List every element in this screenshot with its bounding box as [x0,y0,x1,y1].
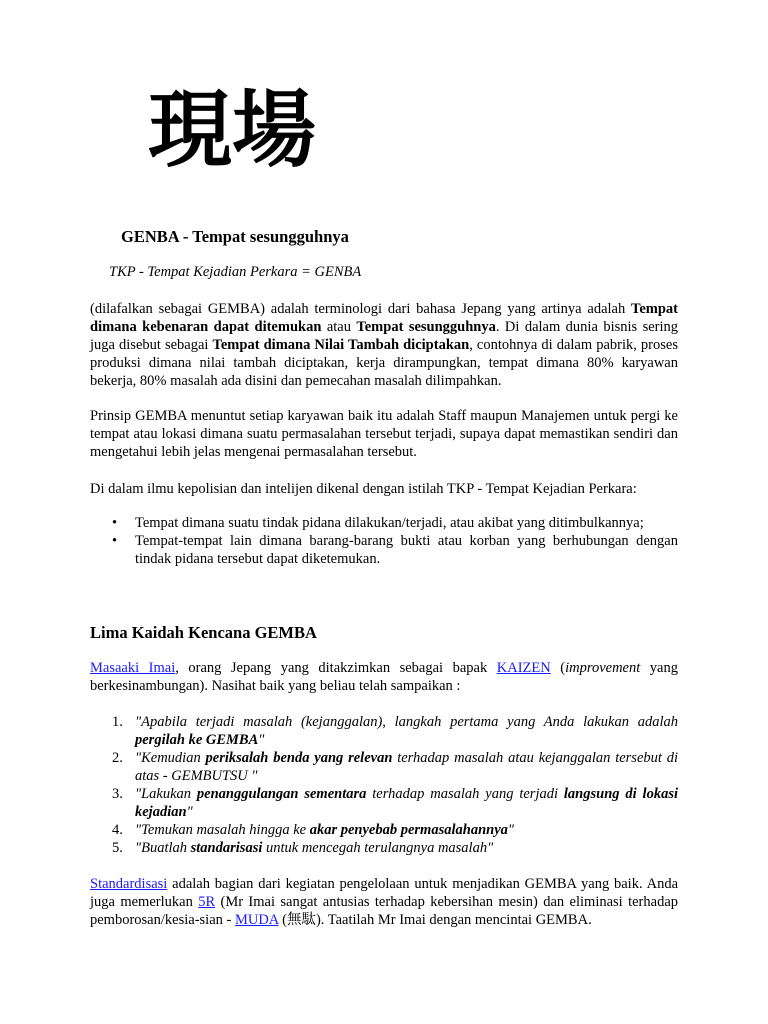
list-item: • Tempat-tempat lain dimana barang-barang bukti atau korban yang berhubungan dengan tindak pidana tersebut dapat diketemukan. [90,532,678,568]
bold-text: penanggulangan sementara [196,786,367,802]
text: . Di dalam dunia bisnis sering juga disebut sebagai [90,319,679,353]
text: atau [321,319,357,335]
bold-text: langsung di lokasi kejadian [135,786,679,820]
list-item: • Tempat dimana suatu tindak pidana dilakukan/terjadi, atau akibat yang ditimbulkannya; [90,514,678,532]
intro-paragraph [90,300,678,390]
text: terhadap masalah yang terjadi [366,786,564,802]
italic-text: improvement [565,660,641,676]
text: ( [550,660,566,676]
text: (Mr Imai sangat antusias terhadap kebersihan mesin) dan eliminasi terhadap pemborosan/kesia-sian - [90,894,678,928]
principle-paragraph: Prinsip GEMBA menuntut setiap karyawan baik itu adalah Staff maupun Manajemen untuk pergi ke tempat atau lokasi dimana suatu permasalahan tersebut terjadi, supaya dapat memastikan sendiri dan mengetahui lebih jelas mengenai permasalahan tersebut. [90,408,678,460]
text: (無駄). Taatilah Mr Imai dengan mencintai GEMBA. [278,912,592,928]
tkp-bullet-list [90,514,678,568]
muda-link[interactable]: MUDA [234,912,279,928]
text: untuk mencegah terulangnya masalah" [262,840,494,856]
bold-text: akar penyebab permasalahannya [309,822,508,838]
list-item [90,821,678,839]
list-number: 1. [112,714,123,730]
text: " [186,804,193,820]
page-title: GENBA - Tempat sesungguhnya [121,227,349,246]
kaizen-link[interactable]: KAIZEN [496,660,551,676]
text: terhadap masalah atau kejanggalan tersebut di atas - GEMBUTSU " [135,750,679,784]
text: yang berkesinambungan). Nasihat baik yang beliau telah sampaikan : [90,660,678,694]
subtitle: TKP - Tempat Kejadian Perkara = GENBA [109,264,362,280]
rules-list [90,713,678,857]
text: "Apabila terjadi masalah (kejanggalan), langkah pertama yang Anda lakukan adalah [135,714,678,730]
list-number: 2. [112,750,123,766]
standardisasi-paragraph [90,875,678,929]
bold-text: standarisasi [190,840,263,856]
text: " [258,732,265,748]
list-number: 5. [112,840,123,856]
bold-text: Tempat dimana Nilai Tambah diciptakan [212,337,470,353]
text: , contohnya di dalam pabrik, proses produksi dimana nilai tambah diciptakan, kerja dirampungkan, tempat dimana 80% karyawan bekerja, 80% masalah ada disini dan pemecahan masalah dilimpahkan. [90,337,678,389]
list-item [90,749,678,785]
text: "Buatlah [135,840,191,856]
list-item [90,713,678,749]
kanji-heading: 現場 [148,81,317,179]
bold-text: periksalah benda yang relevan [205,750,393,766]
text: , orang Jepang yang ditakzimkan sebagai bapak [175,660,497,676]
tkp-paragraph: Di dalam ilmu kepolisian dan intelijen dikenal dengan istilah TKP - Tempat Kejadian Perkara: [90,481,637,497]
bold-text: Tempat dimana kebenaran dapat ditemukan [90,301,678,335]
text: "Lakukan [135,786,197,802]
text: "Temukan masalah hingga ke [135,822,310,838]
text: (dilafalkan sebagai GEMBA) adalah terminologi dari bahasa Jepang yang artinya adalah [90,301,631,317]
list-number: 4. [112,822,123,838]
text: "Kemudian [135,750,206,766]
5r-link[interactable]: 5R [198,894,216,910]
bold-text: Tempat sesungguhnya [356,319,496,335]
text: adalah bagian dari kegiatan pengelolaan untuk menjadikan GEMBA yang baik. Anda juga memerlukan [90,876,678,910]
section-heading: Lima Kaidah Kencana GEMBA [90,623,317,642]
bold-text: pergilah ke GEMBA [135,732,259,748]
list-number: 3. [112,786,123,802]
imai-paragraph [90,659,678,695]
standardisasi-link[interactable]: Standardisasi [90,876,168,892]
masaaki-imai-link[interactable]: Masaaki Imai [90,660,176,676]
list-item [90,785,678,821]
list-item [90,839,678,857]
text: " [507,822,514,838]
